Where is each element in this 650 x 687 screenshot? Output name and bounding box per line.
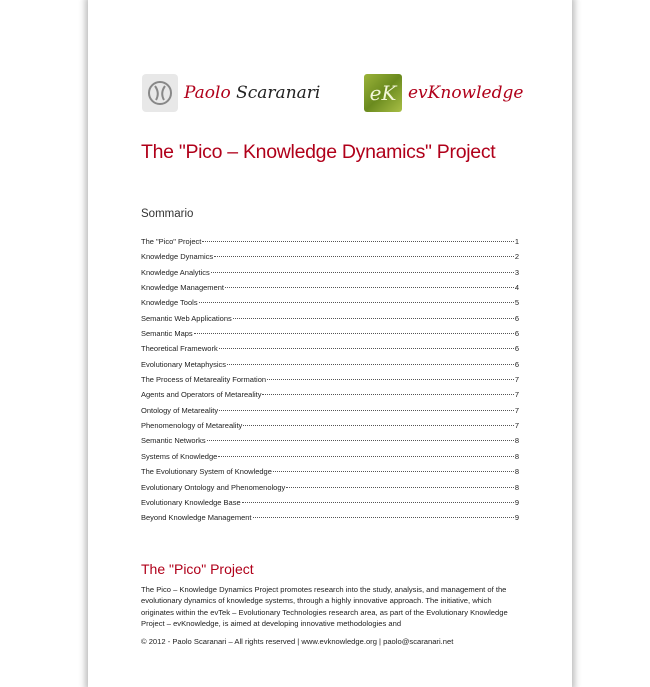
evknowledge-logo bbox=[364, 74, 523, 112]
scaranari-emblem-icon bbox=[142, 74, 178, 112]
wordmark-first-name: Paolo bbox=[184, 83, 231, 103]
toc-entry-label: The "Pico" Project bbox=[141, 237, 202, 246]
toc-entry[interactable] bbox=[141, 452, 519, 467]
toc-dot-leader bbox=[225, 287, 514, 288]
toc-entry[interactable] bbox=[141, 252, 519, 267]
paolo-scaranari-wordmark bbox=[184, 83, 320, 103]
wordmark-last-name: Scaranari bbox=[236, 83, 321, 103]
toc-entry-page: 5 bbox=[514, 298, 519, 308]
document-page bbox=[88, 0, 572, 687]
toc-entry-page: 9 bbox=[514, 497, 519, 507]
toc-entry-page: 4 bbox=[514, 283, 519, 293]
toc-dot-leader bbox=[242, 502, 514, 503]
toc-dot-leader bbox=[286, 487, 514, 488]
table-of-contents bbox=[141, 237, 519, 529]
toc-entry-page: 6 bbox=[514, 344, 519, 354]
toc-dot-leader bbox=[267, 379, 514, 380]
header-logos bbox=[142, 74, 522, 116]
toc-entry-label: Phenomenology of Metareality bbox=[141, 421, 243, 431]
toc-entry-label: Knowledge Management bbox=[141, 283, 224, 293]
toc-dot-leader bbox=[227, 364, 514, 365]
toc-dot-leader bbox=[219, 410, 514, 411]
evknowledge-wordmark: evKnowledge bbox=[408, 83, 524, 103]
toc-entry[interactable] bbox=[141, 390, 519, 405]
toc-entry-page: 7 bbox=[514, 390, 519, 400]
toc-entry-label: Ontology of Metareality bbox=[141, 405, 219, 415]
toc-dot-leader bbox=[273, 471, 514, 472]
document-title: The "Pico – Knowledge Dynamics" Project bbox=[141, 141, 496, 163]
toc-entry-page: 2 bbox=[514, 252, 519, 262]
toc-entry-label: Agents and Operators of Metareality bbox=[141, 390, 262, 400]
toc-dot-leader bbox=[211, 272, 514, 273]
toc-entry-label: Systems of Knowledge bbox=[141, 451, 218, 461]
toc-entry-page: 8 bbox=[514, 482, 519, 492]
toc-entry[interactable] bbox=[141, 498, 519, 513]
toc-entry[interactable] bbox=[141, 421, 519, 436]
toc-entry-page: 1 bbox=[514, 237, 519, 246]
toc-entry-label: The Evolutionary System of Knowledge bbox=[141, 467, 272, 477]
toc-dot-leader bbox=[207, 440, 514, 441]
section-heading: The "Pico" Project bbox=[141, 561, 254, 577]
toc-entry-label: Evolutionary Ontology and Phenomenology bbox=[141, 482, 286, 492]
toc-dot-leader bbox=[218, 456, 514, 457]
toc-entry-page: 7 bbox=[514, 405, 519, 415]
toc-dot-leader bbox=[194, 333, 514, 334]
toc-entry-page: 8 bbox=[514, 467, 519, 477]
toc-heading: Sommario bbox=[141, 208, 194, 220]
toc-dot-leader bbox=[262, 394, 513, 395]
toc-entry-page: 7 bbox=[514, 421, 519, 431]
toc-entry[interactable] bbox=[141, 513, 519, 528]
toc-entry[interactable] bbox=[141, 283, 519, 298]
toc-entry[interactable] bbox=[141, 268, 519, 283]
toc-entry-page: 8 bbox=[514, 451, 519, 461]
toc-entry-label: Semantic Maps bbox=[141, 329, 193, 339]
toc-entry-page: 8 bbox=[514, 436, 519, 446]
toc-dot-leader bbox=[233, 318, 514, 319]
toc-entry-label: Knowledge Analytics bbox=[141, 267, 210, 277]
toc-entry-label: Evolutionary Metaphysics bbox=[141, 359, 227, 369]
toc-entry[interactable] bbox=[141, 375, 519, 390]
toc-entry[interactable] bbox=[141, 314, 519, 329]
toc-entry[interactable] bbox=[141, 237, 519, 252]
toc-entry-page: 6 bbox=[514, 329, 519, 339]
toc-entry-page: 6 bbox=[514, 359, 519, 369]
paolo-scaranari-logo bbox=[142, 74, 320, 112]
toc-dot-leader bbox=[219, 348, 514, 349]
toc-dot-leader bbox=[253, 517, 514, 518]
toc-entry[interactable] bbox=[141, 483, 519, 498]
toc-entry-page: 6 bbox=[514, 313, 519, 323]
toc-entry[interactable] bbox=[141, 406, 519, 421]
toc-entry-label: The Process of Metareality Formation bbox=[141, 375, 267, 385]
toc-entry[interactable] bbox=[141, 467, 519, 482]
toc-dot-leader bbox=[214, 256, 514, 257]
toc-entry-label: Knowledge Dynamics bbox=[141, 252, 214, 262]
toc-entry-label: Semantic Networks bbox=[141, 436, 206, 446]
page-footer: © 2012 - Paolo Scaranari – All rights reserved | www.evknowledge.org | paolo@scaranari.net bbox=[141, 637, 454, 646]
toc-entry[interactable] bbox=[141, 436, 519, 451]
toc-entry-label: Knowledge Tools bbox=[141, 298, 198, 308]
toc-entry[interactable] bbox=[141, 298, 519, 313]
toc-entry-label: Evolutionary Knowledge Base bbox=[141, 497, 241, 507]
toc-entry-label: Semantic Web Applications bbox=[141, 313, 232, 323]
toc-dot-leader bbox=[202, 241, 513, 242]
toc-entry-page: 3 bbox=[514, 267, 519, 277]
toc-entry[interactable] bbox=[141, 329, 519, 344]
toc-entry-label: Theoretical Framework bbox=[141, 344, 218, 354]
toc-entry[interactable] bbox=[141, 360, 519, 375]
toc-dot-leader bbox=[243, 425, 514, 426]
section-body: The Pico – Knowledge Dynamics Project promotes research into the study, analysis, and management of the evolutionary dynamics of knowledge systems, through a highly innovative approach. The initiative, which originates within the evTek – Evolutionary Technologies research area, as part of the Evolutionary Knowledge Project – evKnowledge, is aimed at developing innovative methodologies and bbox=[141, 585, 508, 628]
toc-entry-page: 7 bbox=[514, 375, 519, 385]
toc-entry-page: 9 bbox=[514, 513, 519, 523]
toc-entry-label: Beyond Knowledge Management bbox=[141, 513, 252, 523]
ek-mark-icon: eK bbox=[364, 74, 402, 112]
toc-entry[interactable] bbox=[141, 344, 519, 359]
toc-dot-leader bbox=[199, 302, 514, 303]
